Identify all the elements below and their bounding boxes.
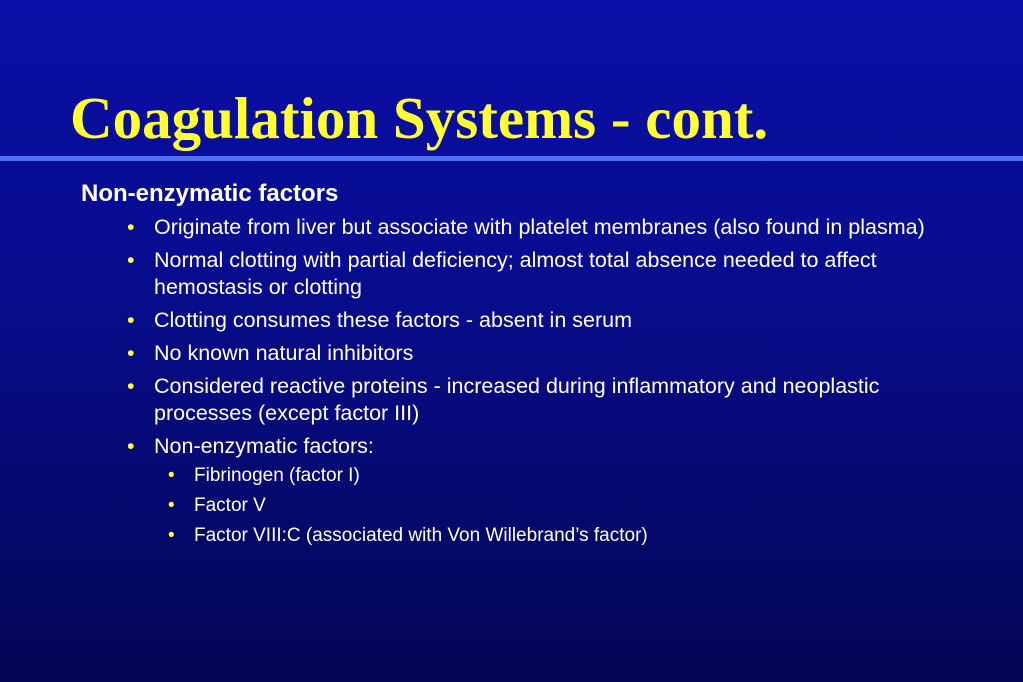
slide-content: [81, 178, 981, 554]
sub-bullet-icon: •: [168, 495, 175, 516]
bullet-item: [127, 340, 981, 367]
bullet-icon: •: [127, 308, 135, 332]
sub-bullet-text: Factor V: [194, 495, 266, 516]
bullet-icon: •: [127, 374, 135, 398]
bullet-item: [127, 373, 981, 427]
slide-title: Coagulation Systems - cont.: [70, 85, 769, 151]
bullet-text: Clotting consumes these factors - absent in serum: [154, 308, 632, 332]
bullet-item: [127, 307, 981, 334]
bullet-icon: •: [127, 434, 135, 458]
bullet-text: Normal clotting with partial deficiency; almost total absence needed to affect hemostasis or clotting: [154, 248, 877, 299]
sub-bullet-text: Factor VIII:C (associated with Von Willebrand’s factor): [194, 525, 648, 546]
sub-bullet-item: [168, 464, 981, 488]
bullet-icon: •: [127, 248, 135, 272]
bullet-item: [127, 247, 981, 301]
bullet-icon: •: [127, 341, 135, 365]
sub-bullet-icon: •: [168, 465, 175, 486]
bullet-text: Originate from liver but associate with platelet membranes (also found in plasma): [154, 215, 925, 239]
bullet-item: [127, 433, 981, 548]
title-divider: [0, 156, 1023, 161]
sub-bullet-list: [154, 464, 981, 548]
bullet-list: [81, 214, 981, 548]
bullet-text: Considered reactive proteins - increased during inflammatory and neoplastic processes (except factor III): [154, 374, 880, 425]
sub-bullet-text: Fibrinogen (factor I): [194, 465, 360, 486]
bullet-text: Non-enzymatic factors:: [154, 434, 374, 458]
sub-bullet-item: [168, 524, 981, 548]
bullet-text: No known natural inhibitors: [154, 341, 414, 365]
section-heading: Non-enzymatic factors: [81, 180, 339, 207]
sub-bullet-icon: •: [168, 525, 175, 546]
bullet-item: [127, 214, 981, 241]
sub-bullet-item: [168, 494, 981, 518]
bullet-icon: •: [127, 215, 135, 239]
